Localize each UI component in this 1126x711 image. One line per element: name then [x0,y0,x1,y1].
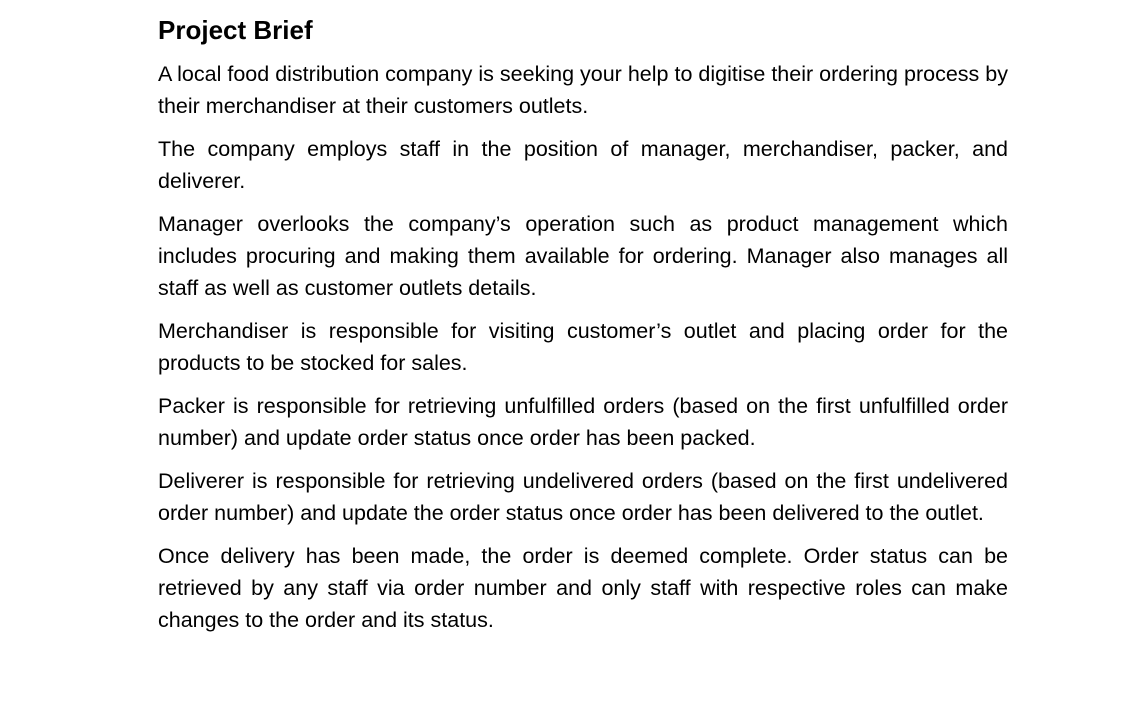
paragraph-packer: Packer is responsible for retrieving unfulfilled orders (based on the first unfulfilled order number) and update order status once order has been packed. [158,394,1008,450]
paragraph-merchandiser: Merchandiser is responsible for visiting customer’s outlet and placing order for the products to be stocked for sales. [158,319,1008,375]
paragraph-order-status: Once delivery has been made, the order is deemed complete. Order status can be retrieved by any staff via order number and only staff with respective roles can make changes to the order and its status. [158,544,1008,632]
document-page [158,12,1008,647]
paragraph-staff-positions: The company employs staff in the position of manager, merchandiser, packer, and deliverer. [158,137,1008,193]
document-title: Project Brief [158,15,313,45]
paragraph-manager: Manager overlooks the company’s operation such as product management which includes procuring and making them available for ordering. Manager also manages all staff as well as customer outlets details. [158,212,1008,300]
paragraph-intro: A local food distribution company is seeking your help to digitise their ordering process by their merchandiser at their customers outlets. [158,62,1008,118]
paragraph-deliverer: Deliverer is responsible for retrieving undelivered orders (based on the first undelivered order number) and update the order status once order has been delivered to the outlet. [158,469,1008,525]
